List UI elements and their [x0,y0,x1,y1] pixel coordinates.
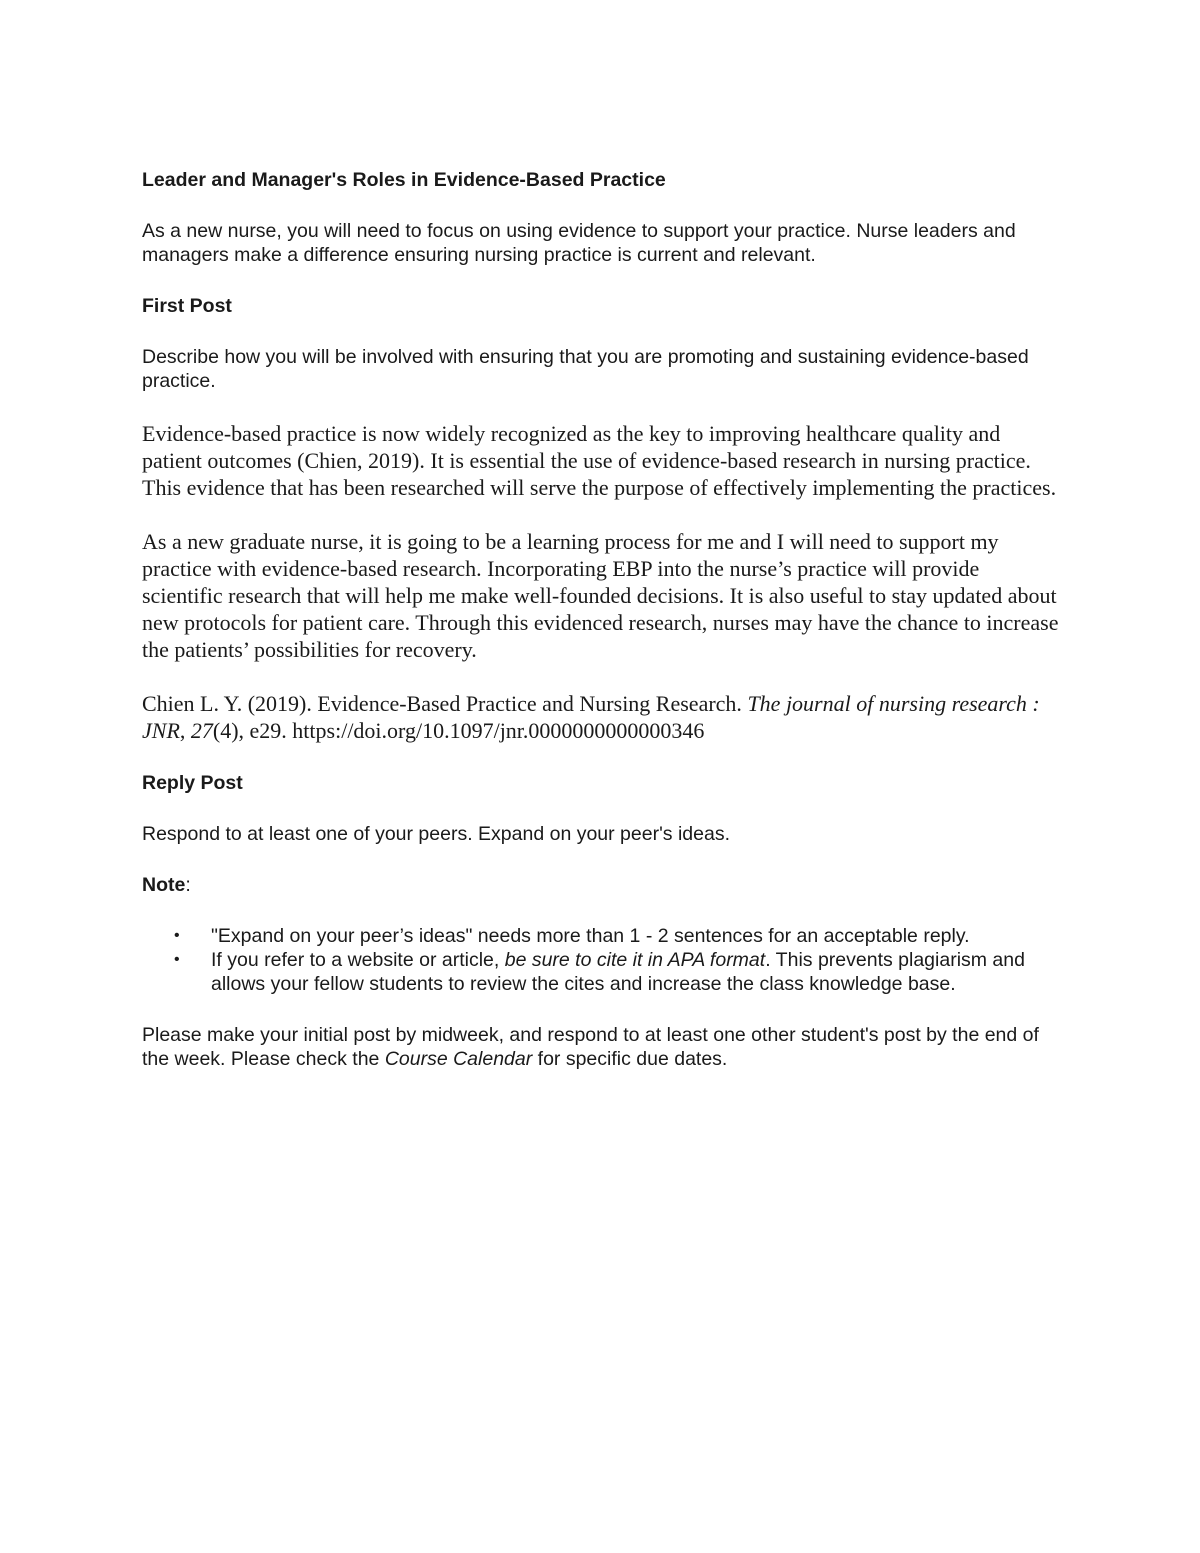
note-heading [142,873,1062,897]
course-calendar-text: Course Calendar [384,1048,533,1070]
page-title: Leader and Manager's Roles in Evidence-Based Practice [142,169,666,191]
first-post-prompt: Describe how you will be involved with ensuring that you are promoting and sustaining evidence-based practice. [142,346,1029,392]
list-item [142,948,1062,996]
note-item-2-italic: be sure to cite it in APA format [504,949,766,971]
first-post-heading: First Post [142,295,232,317]
reference-separator: , [179,718,191,743]
note-item-1-text: "Expand on your peer’s ideas" needs more than 1 - 2 sentences for an acceptable reply. [211,925,970,947]
note-item-2-pre: If you refer to a website or article, [211,949,505,971]
reference-journal: The journal of nursing research : JNR [142,691,1040,743]
intro-paragraph: As a new nurse, you will need to focus on using evidence to support your practice. Nurse leaders and managers make a difference ensuring nursing practice is current and relevant. [142,220,1016,266]
note-label: Note [142,874,186,896]
note-item-2-post: . This prevents plagiarism and allows your fellow students to review the cites and increase the class knowledge base. [211,949,1025,995]
response-paragraph-2: As a new graduate nurse, it is going to be a learning process for me and I will need to support my practice with evidence-based research. Incorporating EBP into the nurse’s practice will provide scientific research that will help me make well-founded decisions. It is also useful to stay updated about new protocols for patient care. Through this evidenced research, nurses may have the chance to increase the patients’ possibilities for recovery. [142,529,1059,662]
closing-paragraph [142,1023,1062,1071]
closing-post: for specific due dates. [532,1048,728,1070]
closing-pre: Please make your initial post by midweek, and respond to at least one other student's post by the end of the week. Please check the [142,1024,1039,1070]
note-list [142,924,1062,996]
reference-issue-doi: (4), e29. https://doi.org/10.1097/jnr.0000000000000346 [212,718,705,743]
list-item [142,924,1062,948]
reference-citation [142,690,1062,744]
bullet-icon: • [174,951,180,968]
document-page [142,168,1062,1071]
response-paragraph-1: Evidence-based practice is now widely recognized as the key to improving healthcare quality and patient outcomes (Chien, 2019). It is essential the use of evidence-based research in nursing practice. This evidence that has been researched will serve the purpose of effectively implementing the practices. [142,421,1057,500]
note-colon: : [185,874,191,896]
bullet-icon: • [174,927,180,944]
reply-post-heading: Reply Post [142,772,243,794]
reference-authors-title: Chien L. Y. (2019). Evidence-Based Practice and Nursing Research. [142,691,748,716]
reference-volume: 27 [190,718,213,743]
reply-post-prompt: Respond to at least one of your peers. Expand on your peer's ideas. [142,823,731,845]
